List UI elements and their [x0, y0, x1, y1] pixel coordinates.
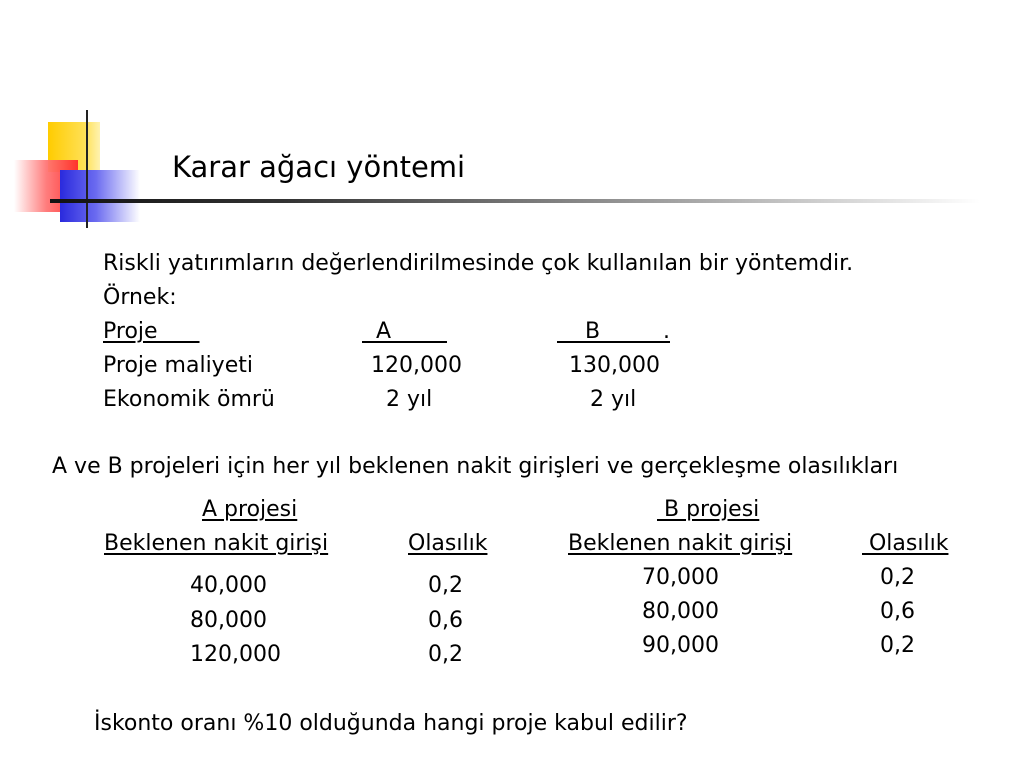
- project-a-prob-3: 0,2: [428, 642, 463, 667]
- project-a-inflow-1: 40,000: [190, 573, 267, 598]
- project-a-title: A projesi: [202, 497, 298, 522]
- project-b-inflow-2: 80,000: [642, 599, 719, 624]
- life-a: 2 yıl: [386, 387, 433, 412]
- example-label: Örnek:: [103, 285, 177, 310]
- intro-text: Riskli yatırımların değerlendirilmesinde çok kullanılan bir yöntemdir.: [103, 251, 854, 276]
- title-underline-rule: [50, 199, 980, 203]
- project-a-inflow-header: Beklenen nakit girişi: [104, 531, 329, 556]
- cost-label: Proje maliyeti: [103, 353, 253, 378]
- project-b-prob-2: 0,6: [880, 599, 915, 624]
- question-text: İskonto oranı %10 olduğunda hangi proje kabul edilir?: [94, 711, 688, 736]
- project-header-label: Proje: [103, 319, 200, 344]
- cash-flow-heading: A ve B projeleri için her yıl beklenen nakit girişleri ve gerçekleşme olasılıkları: [52, 454, 899, 479]
- project-b-title: B projesi: [657, 497, 760, 522]
- logo-vertical-line: [86, 110, 88, 228]
- cost-b: 130,000: [569, 353, 660, 378]
- life-label: Ekonomik ömrü: [103, 387, 275, 412]
- logo-blue-square: [60, 170, 140, 222]
- project-header-a: A: [362, 319, 447, 344]
- project-b-inflow-3: 90,000: [642, 633, 719, 658]
- project-b-inflow-1: 70,000: [642, 565, 719, 590]
- project-a-prob-2: 0,6: [428, 608, 463, 633]
- project-b-inflow-header: Beklenen nakit girişi: [568, 531, 793, 556]
- project-b-prob-3: 0,2: [880, 633, 915, 658]
- cost-a: 120,000: [371, 353, 462, 378]
- project-a-inflow-2: 80,000: [190, 608, 267, 633]
- project-a-inflow-3: 120,000: [190, 642, 281, 667]
- slide-title: Karar ağacı yöntemi: [172, 150, 466, 184]
- project-b-prob-1: 0,2: [880, 565, 915, 590]
- project-b-prob-header: Olasılık: [862, 531, 949, 556]
- life-b: 2 yıl: [590, 387, 637, 412]
- project-a-prob-header: Olasılık: [408, 531, 488, 556]
- project-a-prob-1: 0,2: [428, 573, 463, 598]
- project-header-b: B .: [557, 319, 670, 344]
